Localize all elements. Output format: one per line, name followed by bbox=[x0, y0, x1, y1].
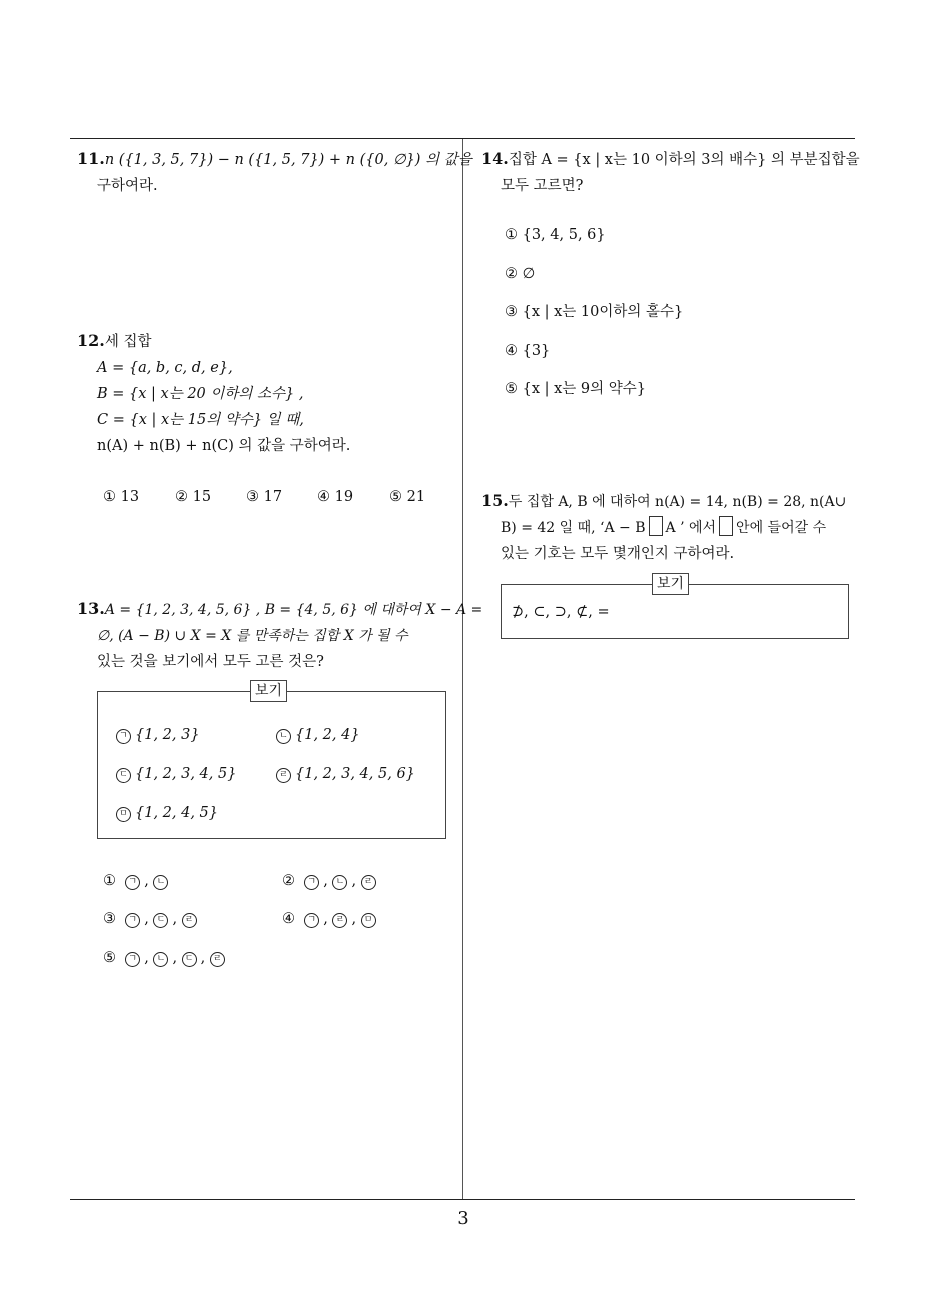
choice-3[interactable]: ③ {x | x는 10이하의 홀수} bbox=[505, 304, 684, 320]
question-number: 12. bbox=[77, 331, 105, 350]
blank-box bbox=[719, 516, 733, 536]
question-stem: 세 집합 bbox=[104, 334, 152, 350]
column-divider bbox=[462, 139, 463, 1199]
question-12 bbox=[77, 328, 457, 505]
question-number: 15. bbox=[481, 491, 509, 510]
circled-mark: ㄹ bbox=[276, 768, 291, 783]
question-stem-cont: 모두 고르면? bbox=[501, 178, 584, 194]
box-title: 보기 bbox=[652, 573, 689, 595]
circled-mark: ㄱ bbox=[116, 729, 131, 744]
example-box bbox=[501, 576, 849, 639]
question-stem: 두 집합 A, B 에 대하여 n(A) = 14, n(B) = 28, n(A∪ bbox=[508, 494, 847, 510]
blank-box bbox=[649, 516, 663, 536]
circled-mark: ㅁ bbox=[116, 807, 131, 822]
choice-3[interactable]: ③ 17 bbox=[246, 489, 283, 505]
question-ask: 있는 기호는 모두 몇개인지 구하여라. bbox=[501, 546, 735, 562]
choice-3[interactable]: ③ ㄱ , ㄷ , ㄹ bbox=[103, 906, 201, 932]
question-ask: n(A) + n(B) + n(C) 의 값을 구하여라. bbox=[97, 438, 351, 454]
example-item-5: ㅁ {1, 2, 4, 5} bbox=[116, 800, 218, 826]
choice-5[interactable]: ⑤ {x | x는 9의 약수} bbox=[505, 381, 646, 397]
choice-2[interactable]: ② 15 bbox=[175, 489, 212, 505]
example-item-3: ㄷ {1, 2, 3, 4, 5} bbox=[116, 761, 236, 787]
choice-5[interactable]: ⑤ 21 bbox=[389, 489, 426, 505]
question-15 bbox=[481, 488, 859, 567]
choice-1[interactable]: ① 13 bbox=[103, 489, 140, 505]
example-item-2: ㄴ {1, 2, 4} bbox=[276, 722, 360, 748]
choice-1[interactable]: ① ㄱ , ㄴ bbox=[103, 868, 172, 894]
choice-5[interactable]: ⑤ ㄱ , ㄴ , ㄷ , ㄹ bbox=[103, 945, 229, 971]
page-number: 3 bbox=[457, 1208, 469, 1229]
set-b-definition: B = {x | x는 20 이하의 소수} , bbox=[97, 386, 304, 402]
example-item-1: ㄱ {1, 2, 3} bbox=[116, 722, 200, 748]
question-14 bbox=[481, 146, 860, 397]
question-number: 13. bbox=[77, 599, 105, 618]
question-ask: 있는 것을 보기에서 모두 고른 것은? bbox=[97, 654, 324, 670]
circled-mark: ㄴ bbox=[276, 729, 291, 744]
circled-mark: ㄷ bbox=[116, 768, 131, 783]
question-number: 11. bbox=[77, 149, 105, 168]
question-stem-cont: 구하여라. bbox=[97, 178, 158, 194]
box-title: 보기 bbox=[250, 680, 287, 702]
question-13 bbox=[77, 596, 483, 675]
set-c-definition: C = {x | x는 15의 약수} 일 때, bbox=[97, 412, 304, 428]
question-stem-cont: ∅, (A − B) ∪ X = X 를 만족하는 집합 X 가 될 수 bbox=[97, 628, 408, 644]
example-item-4: ㄹ {1, 2, 3, 4, 5, 6} bbox=[276, 761, 415, 787]
choice-1[interactable]: ① {3, 4, 5, 6} bbox=[505, 227, 606, 243]
choice-4[interactable]: ④ ㄱ , ㄹ , ㅁ bbox=[282, 906, 380, 932]
choice-4[interactable]: ④ 19 bbox=[317, 489, 354, 505]
question-stem: n ({1, 3, 5, 7}) − n ({1, 5, 7}) + n ({0, ∅}) 의 값을 bbox=[104, 152, 472, 168]
set-a-definition: A = {a, b, c, d, e}, bbox=[97, 360, 233, 376]
choice-2[interactable]: ② ㄱ , ㄴ , ㄹ bbox=[282, 868, 380, 894]
question-11 bbox=[77, 146, 472, 199]
question-stem: A = {1, 2, 3, 4, 5, 6} , B = {4, 5, 6} 에 대하여 X − A = bbox=[104, 602, 483, 618]
example-box bbox=[97, 683, 446, 839]
choice-4[interactable]: ④ {3} bbox=[505, 343, 551, 359]
question-stem: 집합 A = {x | x는 10 이하의 3의 배수} 의 부분집합을 bbox=[508, 152, 860, 168]
question-stem-cont: B) = 42 일 때, ‘A − B A ’ 에서 안에 들어갈 수 bbox=[481, 515, 859, 541]
symbol-list: ⊅, ⊂, ⊃, ⊄, = bbox=[512, 604, 610, 620]
choice-2[interactable]: ② ∅ bbox=[505, 266, 536, 282]
question-number: 14. bbox=[481, 149, 509, 168]
bottom-rule bbox=[70, 1199, 855, 1200]
